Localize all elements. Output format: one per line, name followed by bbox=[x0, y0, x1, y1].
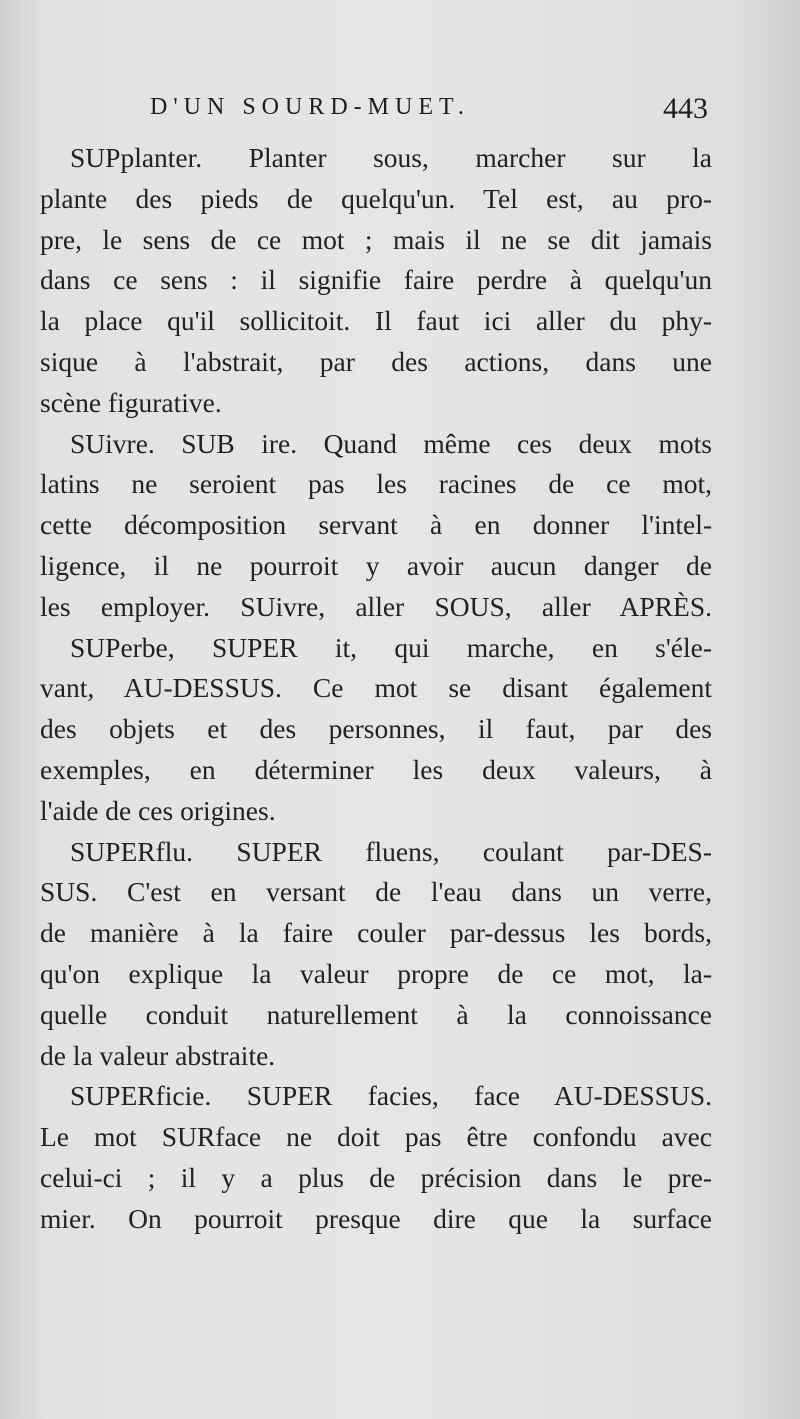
page-number: 443 bbox=[663, 92, 708, 125]
text-line: exemples, en déterminer les deux valeurs, à bbox=[40, 753, 712, 785]
text-line: SUPERficie. SUPER facies, face AU-DESSUS. bbox=[70, 1080, 712, 1112]
text-line: qu'on explique la valeur propre de ce mot, la- bbox=[40, 957, 712, 989]
text-line: l'aide de ces origines. bbox=[40, 794, 276, 826]
text-line: plante des pieds de quelqu'un. Tel est, au pro- bbox=[40, 182, 712, 214]
page-header bbox=[0, 92, 800, 132]
text-line: SUPERflu. SUPER fluens, coulant par-DES- bbox=[70, 835, 712, 867]
body-text bbox=[40, 138, 712, 1240]
text-line: des objets et des personnes, il faut, par des bbox=[40, 713, 712, 745]
text-line: celui-ci ; il y a plus de précision dans le pre- bbox=[40, 1161, 712, 1193]
text-line: SUS. C'est en versant de l'eau dans un verre, bbox=[40, 876, 712, 908]
text-line: SUPplanter. Planter sous, marcher sur la bbox=[70, 142, 712, 173]
text-line: latins ne seroient pas les racines de ce mot, bbox=[40, 468, 712, 500]
text-line: Le mot SURface ne doit pas être confondu avec bbox=[40, 1121, 712, 1153]
text-line: la place qu'il sollicitoit. Il faut ici aller du phy- bbox=[40, 305, 712, 337]
text-line: pre, le sens de ce mot ; mais il ne se dit jamais bbox=[40, 223, 712, 255]
running-head: D'UN SOURD-MUET. bbox=[150, 94, 470, 120]
text-line: scène figurative. bbox=[40, 386, 222, 418]
text-line: dans ce sens : il signifie faire perdre à quelqu'un bbox=[40, 264, 712, 296]
text-line: mier. On pourroit presque dire que la surface bbox=[40, 1202, 712, 1234]
text-line: sique à l'abstrait, par des actions, dans une bbox=[40, 345, 712, 377]
text-line: les employer. SUivre, aller SOUS, aller APRÈS. bbox=[40, 590, 712, 622]
text-line: de la valeur abstraite. bbox=[40, 1039, 276, 1071]
text-line: quelle conduit naturellement à la connoissance bbox=[40, 998, 712, 1030]
text-line: de manière à la faire couler par-dessus les bords, bbox=[40, 917, 712, 949]
text-line: SUPerbe, SUPER it, qui marche, en s'éle- bbox=[70, 631, 712, 663]
text-line: vant, AU-DESSUS. Ce mot se disant également bbox=[40, 672, 712, 704]
text-line: SUivre. SUB ire. Quand même ces deux mots bbox=[70, 427, 712, 459]
text-line: cette décomposition servant à en donner l'intel- bbox=[40, 509, 712, 541]
text-line: ligence, il ne pourroit y avoir aucun danger de bbox=[40, 549, 712, 581]
